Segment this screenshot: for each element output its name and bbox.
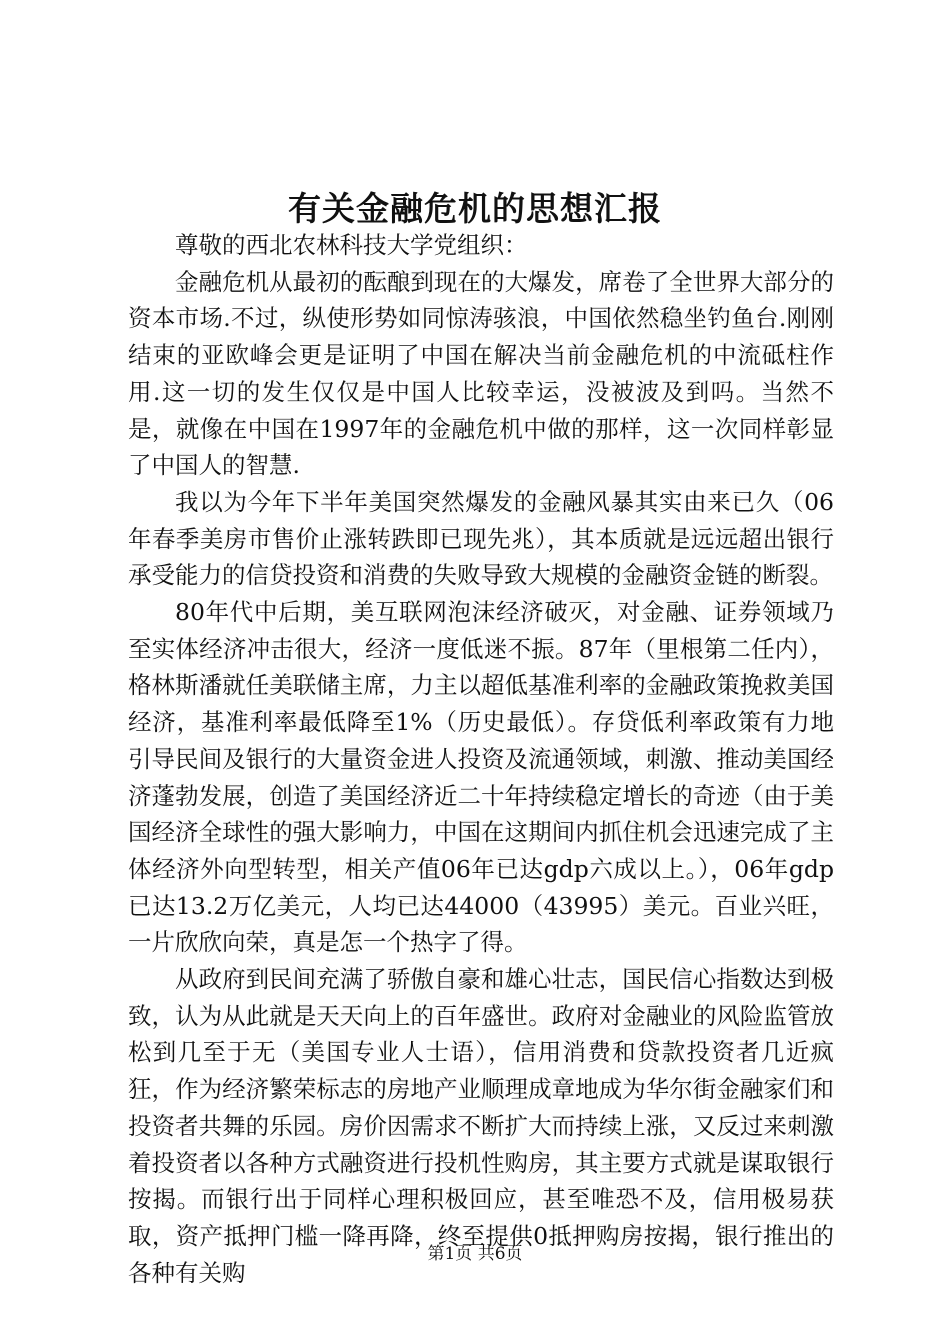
document-body <box>128 227 834 1291</box>
paragraph-3: 80年代中后期，美互联网泡沫经济破灭，对金融、证券领域乃至实体经济冲击很大，经济一度低迷不振。87年（里根第二任内），格林斯潘就任美联储主席，力主以超低基准利率的金融政策挽救美国经济，基准利率最低降至1%（历史最低）。存贷低利率政策有力地引导民间及银行的大量资金进人投资及流通领域，刺激、推动美国经济蓬勃发展，创造了美国经济近二十年持续稳定增长的奇迹（由于美国经济全球性的强大影响力，中国在这期间内抓住机会迅速完成了主体经济外向型转型，相关产值06年已达gdp六成以上。），06年gdp已达13.2万亿美元，人均已达44000（43995）美元。百业兴旺，一片欣欣向荣，真是怎一个热字了得。 <box>128 598 834 957</box>
paragraph-1: 金融危机从最初的酝酿到现在的大爆发，席卷了全世界大部分的资本市场.不过，纵使形势如同惊涛骇浪，中国依然稳坐钓鱼台.刚刚结束的亚欧峰会更是证明了中国在解决当前金融危机的中流砥柱作用.这一切的发生仅仅是中国人比较幸运，没被波及到吗。当然不是，就像在中国在1997年的金融危机中做的那样，这一次同样彰显了中国人的智慧. <box>128 267 834 480</box>
paragraph-4: 从政府到民间充满了骄傲自豪和雄心壮志，国民信心指数达到极致，认为从此就是天天向上的百年盛世。政府对金融业的风险监管放松到几至于无（美国专业人士语），信用消费和贷款投资者几近疯狂，作为经济繁荣标志的房地产业顺理成章地成为华尔街金融家们和投资者共舞的乐园。房价因需求不断扩大而持续上涨，又反过来刺激着投资者以各种方式融资进行投机性购房，其主要方式就是谋取银行按揭。而银行出于同样心理积极回应，甚至唯恐不及，信用极易获取，资产抵押门槛一降再降，终至提供0抵押购房按揭，银行推出的各种有关购 <box>128 965 834 1287</box>
paragraph-2: 我以为今年下半年美国突然爆发的金融风暴其实由来已久（06年春季美房市售价止涨转跌即已现先兆），其本质就是远远超出银行承受能力的信贷投资和消费的失败导致大规模的金融资金链的断裂。 <box>128 487 834 590</box>
document-title: 有关金融危机的思想汇报 <box>288 189 662 228</box>
page-number-footer: 第1页 共6页 <box>427 1244 523 1264</box>
salutation: 尊敬的西北农林科技大学党组织： <box>175 231 528 259</box>
